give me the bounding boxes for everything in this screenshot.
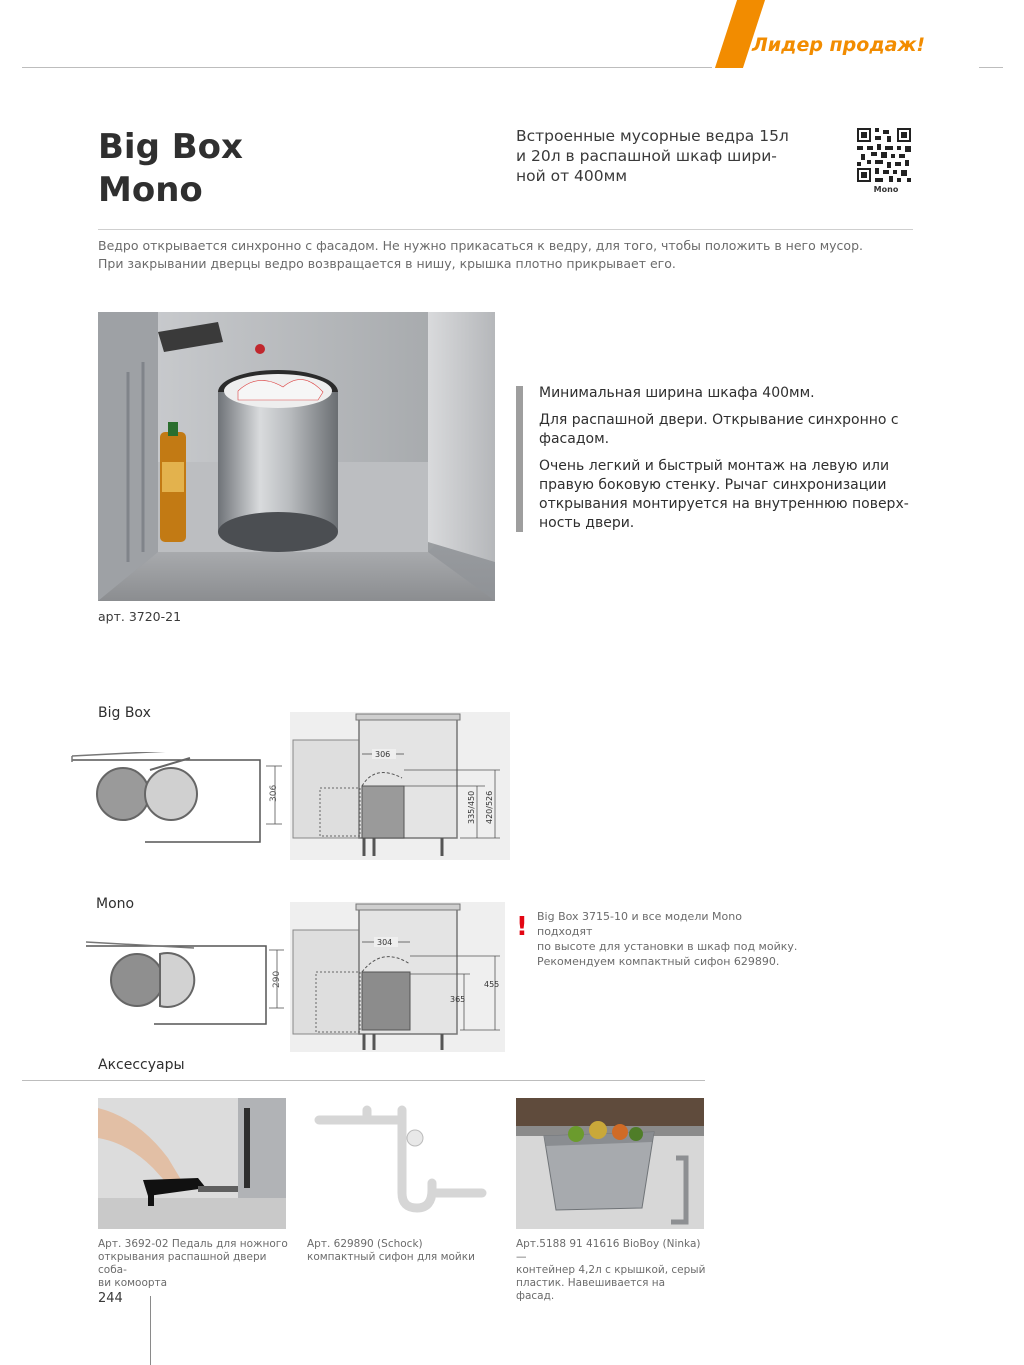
subtitle-line: и 20л в распашной шкаф шири- [516, 147, 777, 165]
qr-code-icon[interactable] [857, 128, 911, 182]
main-photo-caption: арт. 3720-21 [98, 609, 182, 624]
mono-diagram-label: Mono [96, 896, 135, 912]
intro-text [98, 237, 918, 273]
compatibility-note [537, 909, 799, 969]
intro-line: Ведро открывается синхронно с фасадом. Не нужно прикасаться к ведру, для того, чтобы положить в него мусор. [98, 238, 863, 253]
accessories-heading: Аксессуары [98, 1057, 185, 1073]
product-photo [98, 312, 495, 601]
product-subtitle [516, 126, 816, 186]
bigbox-top-view [70, 752, 292, 852]
top-rule-right [979, 67, 1003, 68]
bigbox-dim-h2: 420/526 [485, 790, 494, 824]
top-rule [22, 67, 712, 68]
caption-line: открывания распашной двери соба- [98, 1251, 267, 1276]
note-line: Рекомендуем компактный сифон 629890. [537, 955, 780, 968]
accessory-siphon-photo [307, 1098, 495, 1229]
feature-list [539, 384, 909, 541]
footer-divider [150, 1296, 151, 1365]
bigbox-dim-h1: 335/450 [467, 790, 476, 824]
subtitle-line: Встроенные мусорные ведра 15л [516, 127, 789, 145]
note-line: Big Box 3715-10 и все модели Mono подходят [537, 910, 742, 938]
qr-label: Mono [873, 185, 899, 194]
bigbox-dim-width: 306 [375, 750, 391, 759]
mono-dim-h1: 365 [450, 995, 466, 1004]
caption-line: Арт. 629890 (Schock) [307, 1238, 423, 1250]
mono-top-view [84, 938, 284, 1030]
mono-dim-side: 290 [272, 970, 282, 988]
product-title [98, 126, 243, 212]
intro-line: При закрывании дверцы ведро возвращается в нишу, крышка плотно прикрывает его. [98, 256, 676, 271]
divider [98, 229, 913, 230]
accessory-caption-pedal [98, 1238, 288, 1290]
caption-line: компактный сифон для мойки [307, 1251, 475, 1263]
mono-dim-width: 304 [377, 938, 393, 947]
feature-item: Очень легкий и быстрый монтаж на левую или правую боковую стенку. Рычаг синхронизации открывания монтируется на внутреннюю поверх-ность двери. [539, 458, 909, 531]
feature-accent-bar [516, 386, 523, 532]
mono-side-view [290, 902, 505, 1052]
mono-dim-h2: 455 [484, 980, 500, 989]
accessory-pedal-photo [98, 1098, 286, 1229]
bigbox-diagram-label: Big Box [98, 705, 151, 721]
caption-line: Арт. 3692-02 Педаль для ножного [98, 1238, 288, 1250]
caption-line: пластик. Навешивается на фасад. [516, 1277, 666, 1302]
subtitle-line: ной от 400мм [516, 167, 628, 185]
caption-line: ви комоорта [98, 1277, 168, 1289]
accessory-caption-container [516, 1238, 706, 1303]
caption-line: Арт.5188 91 41616 BioBoy (Ninka) — [516, 1238, 701, 1263]
bigbox-side-view [290, 712, 510, 860]
accessory-container-photo [516, 1098, 704, 1229]
bigbox-dim-side: 306 [269, 784, 279, 802]
warning-mark: ! [516, 912, 528, 942]
divider [22, 1080, 705, 1081]
product-title-line1: Big Box [98, 127, 243, 167]
page-number: 244 [98, 1291, 123, 1306]
note-line: по высоте для установки в шкаф под мойку. [537, 940, 798, 953]
accessory-caption-siphon [307, 1238, 497, 1264]
bestseller-badge: Лидер продаж! [752, 34, 926, 56]
caption-line: контейнер 4,2л с крышкой, серый [516, 1264, 706, 1276]
feature-item: Для распашной двери. Открывание синхронно с фасадом. [539, 412, 899, 447]
product-title-line2: Mono [98, 170, 203, 210]
feature-item: Минимальная ширина шкафа 400мм. [539, 385, 815, 401]
